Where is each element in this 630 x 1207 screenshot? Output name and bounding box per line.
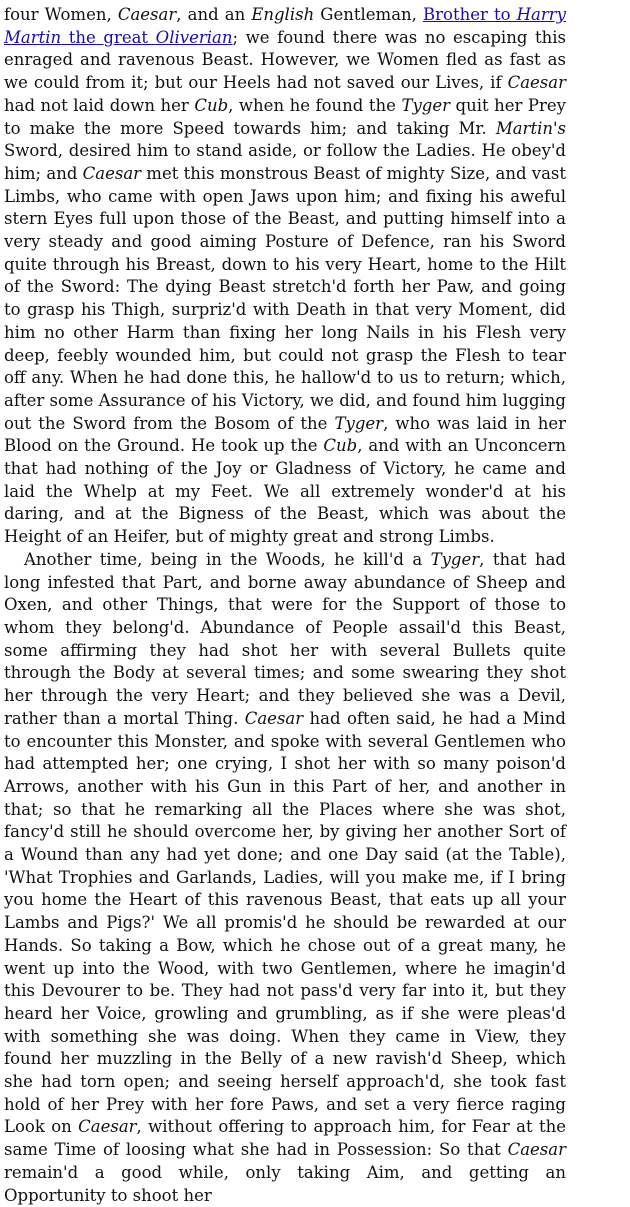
text-run: , when he found the [228,95,402,115]
text-run: Another time, being in the Woods, he kill'd a [24,549,431,569]
paragraph-2 [4,549,566,1207]
italic-text: Caesar [117,5,177,24]
italic-text: Caesar [82,163,142,183]
paragraph-1 [4,4,566,549]
text-run: , and with an Unconcern that had nothing of the Joy or Gladness of Victory, he came and laid the Whelp at my Feet. We all extremely wonder'd at his daring, and at the Bigness of the Beast, which was about the Height of an Heifer, but of mighty great and strong Limbs. [4,436,566,547]
italic-text: Tyger [334,413,384,433]
italic-text: Caesar [507,1140,566,1160]
text-run: remain'd a good while, only taking Aim, and getting an Opportunity to shoot her [4,1162,566,1205]
text-run: , who was laid in her Blood on the Ground. He took up the [4,413,567,456]
italic-text: Martin's [495,118,566,138]
italic-text: Tyger [430,549,480,569]
text-run: Sword, desired him to stand aside, or follow the Ladies. He obey'd him; and [4,141,566,183]
text-run: the great [61,27,156,47]
text-run: quit her Prey to make the more Speed towards him; and taking Mr. [4,95,567,138]
text-run: , and an [176,5,252,24]
italic-text: Harry Martin [4,5,566,47]
italic-text: Tyger [401,95,450,115]
text-run: Gentleman, [314,5,424,24]
italic-text: Cub [323,436,358,456]
text-run: had often said, he had a Mind to encounter this Monster, and spoke with several Gentlemen who had attempted her; one crying, I shot her with so many poison'd Arrows, another with his Gun in this Part of her, and another in that; so that he remarking all the Places where she was shot, fancy'd still he should overcome her, by giving her another Sort of a Wound than any had yet done; and one Day said (at the Table), 'What Trophies and Garlands, Ladies, will you make me, if I bring you home the Heart of this ravenous Beast, that eats up all your Lambs and Pigs?' We all promis'd he should be rewarded at our Hands. So taking a Bow, which he chose out of a great many, he went up into the Wood, with two Gentlemen, where he imagin'd this Devourer to be. They had not pass'd very far into it, but they heard her Voice, growling and grumbling, as if she were pleas'd with something she was doing. When they came in View, they found her muzzling in the Belly of a new ravish'd Sheep, which she had torn open; and seeing herself approach'd, she took fast hold of her Prey with her fore Paws, and set a very fierce raging Look on [4,708,566,1137]
text-run: met this monstrous Beast of mighty Size, and vast Limbs, who came with open Jaws upon him; and fixing his aweful stern Eyes full upon those of the Beast, and putting himself into a very steady and good aiming Posture of Defence, ran his Sword quite through his Breast, down to his very Heart, home to the Hilt of the Sword: The dying Beast stretch'd forth her Paw, and going to grasp his Thigh, surpriz'd with Death in that very Moment, did him no other Harm than fixing her long Nails in his Flesh very deep, feebly wounded him, but could not grasp the Flesh to tear off any. When he had done this, he hallow'd to us to return; which, after some Assurance of his Victory, we did, and found him lugging out the Sword from the Bosom of the [4,163,567,433]
text-run: , without offering to approach him, for Fear at the same Time of loosing what she had in Possession: So that [4,1117,567,1160]
text-run: four Women, [4,5,118,24]
text-run: ; we found there was no escaping this enraged and ravenous Beast. However, we Women fled as fast as we could from it; but our Heels had not saved our Lives, if [4,27,566,93]
italic-text: Caesar [78,1117,137,1137]
italic-text: Oliverian [155,27,233,47]
text-run: Brother to [423,5,517,24]
text-run: , that had long infested that Part, and borne away abundance of Sheep and Oxen, and other Things, that were for the Support of those to whom they belong'd. Abundance of People assail'd this Beast, some affirming they had shot her with several Bullets quite through the Body at several times; and some swearing they shot her through the very Heart; and they believed she was a Devil, rather than a mortal Thing. [4,549,566,728]
italic-text: Caesar [244,708,304,728]
italic-text: Cub [194,95,229,115]
italic-text: English [251,5,315,24]
italic-text: Caesar [507,73,566,93]
text-run: had not laid down her [4,95,195,115]
